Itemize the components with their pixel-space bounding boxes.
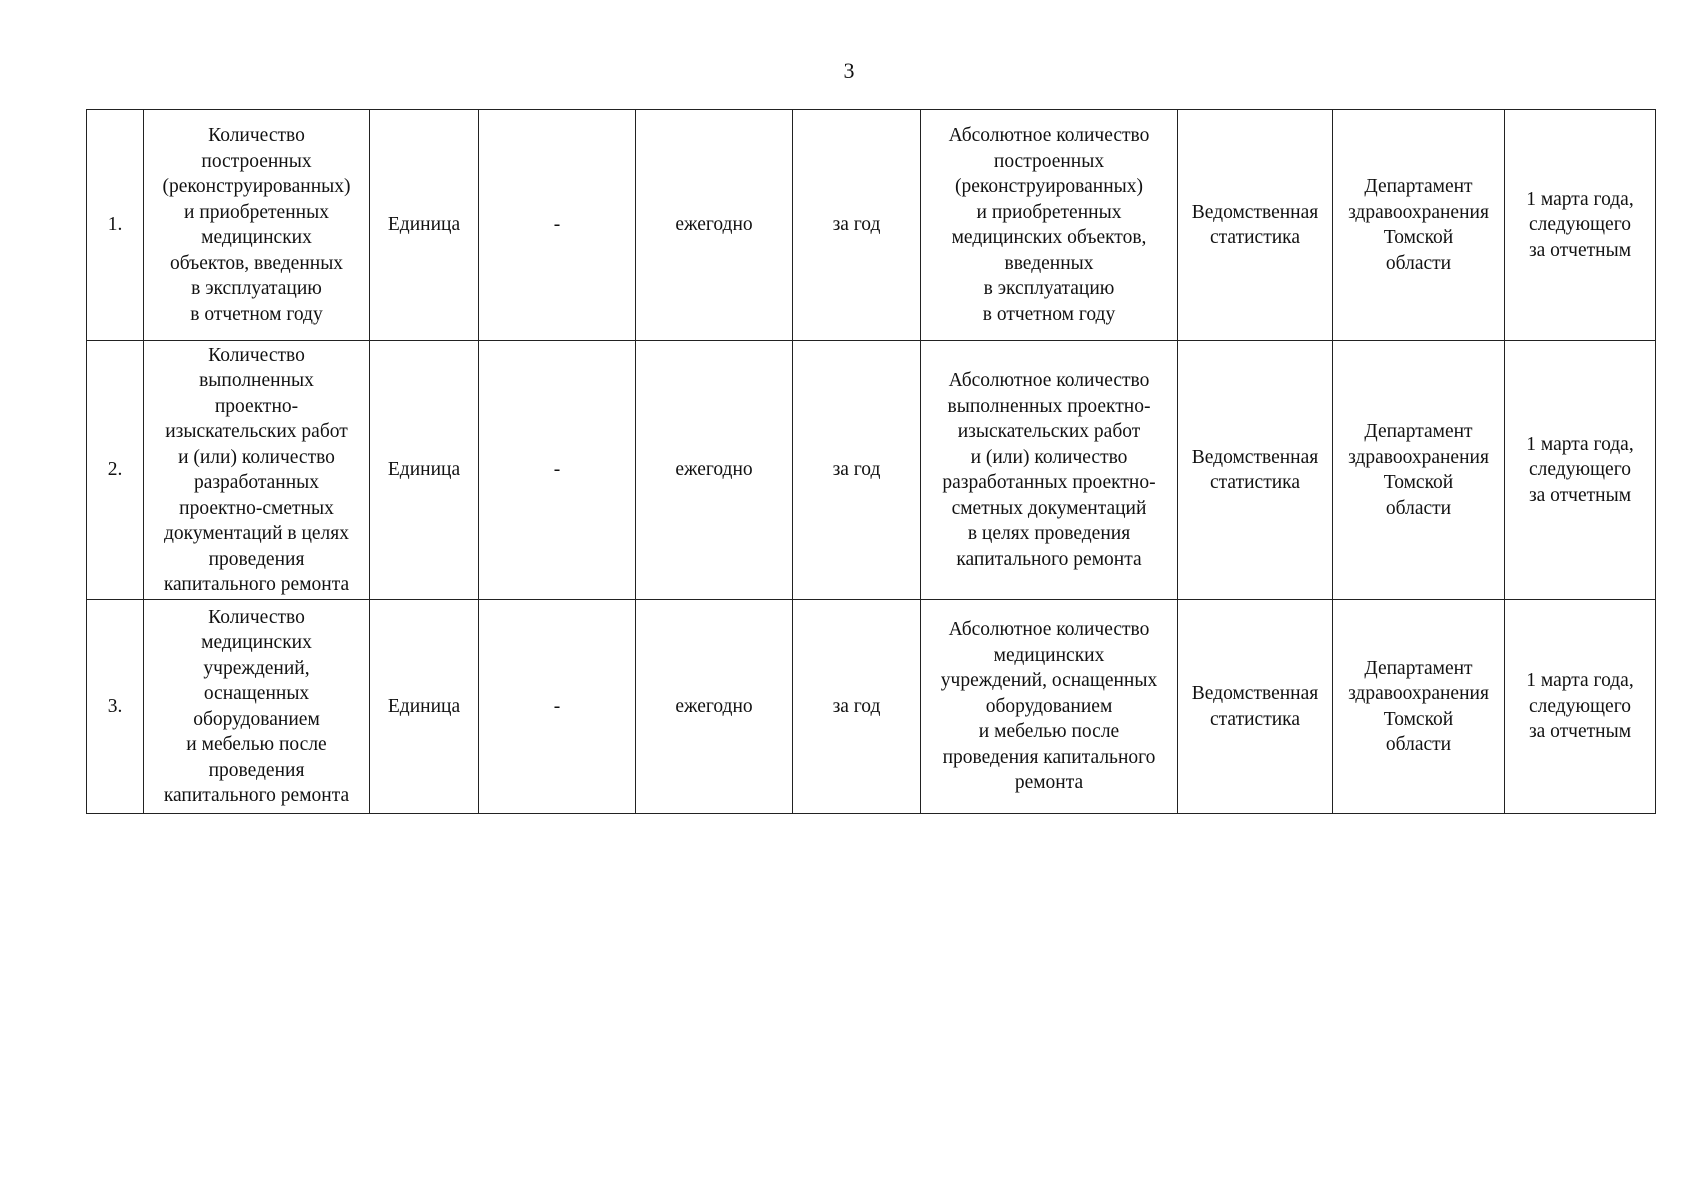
indicators-table bbox=[86, 109, 1656, 814]
deadline-cell: 1 марта года, следующего за отчетным bbox=[1505, 341, 1656, 600]
source-cell: Ведомственная статистика bbox=[1178, 600, 1333, 814]
indicator-name: Количество медицинских учреждений, оснащенных оборудованием и мебелью после проведения капитального ремонта bbox=[144, 600, 370, 814]
responsible-cell: Департамент здравоохранения Томской области bbox=[1333, 341, 1505, 600]
dash-cell: - bbox=[479, 341, 636, 600]
deadline-cell: 1 марта года, следующего за отчетным bbox=[1505, 110, 1656, 341]
row-number: 3. bbox=[87, 600, 144, 814]
periodicity-cell: ежегодно bbox=[636, 341, 793, 600]
periodicity-cell: ежегодно bbox=[636, 600, 793, 814]
method-cell: Абсолютное количество построенных (реконструированных) и приобретенных медицинских объектов, введенных в эксплуатацию в отчетном году bbox=[921, 110, 1178, 341]
period-cell: за год bbox=[793, 341, 921, 600]
periodicity-cell: ежегодно bbox=[636, 110, 793, 341]
source-cell: Ведомственная статистика bbox=[1178, 110, 1333, 341]
indicator-name: Количество выполненных проектно- изыскательских работ и (или) количество разработанных проектно-сметных документаций в целях проведения капитального ремонта bbox=[144, 341, 370, 600]
unit-cell: Единица bbox=[370, 600, 479, 814]
table-row bbox=[87, 110, 1656, 341]
responsible-cell: Департамент здравоохранения Томской области bbox=[1333, 600, 1505, 814]
indicator-name: Количество построенных (реконструированных) и приобретенных медицинских объектов, введенных в эксплуатацию в отчетном году bbox=[144, 110, 370, 341]
dash-cell: - bbox=[479, 110, 636, 341]
method-cell: Абсолютное количество медицинских учреждений, оснащенных оборудованием и мебелью после проведения капитального ремонта bbox=[921, 600, 1178, 814]
period-cell: за год bbox=[793, 110, 921, 341]
row-number: 1. bbox=[87, 110, 144, 341]
page-number: 3 bbox=[843, 58, 855, 83]
unit-cell: Единица bbox=[370, 341, 479, 600]
deadline-cell: 1 марта года, следующего за отчетным bbox=[1505, 600, 1656, 814]
dash-cell: - bbox=[479, 600, 636, 814]
table-row bbox=[87, 600, 1656, 814]
unit-cell: Единица bbox=[370, 110, 479, 341]
period-cell: за год bbox=[793, 600, 921, 814]
source-cell: Ведомственная статистика bbox=[1178, 341, 1333, 600]
row-number: 2. bbox=[87, 341, 144, 600]
method-cell: Абсолютное количество выполненных проектно- изыскательских работ и (или) количество разработанных проектно- сметных документаций в целях проведения капитального ремонта bbox=[921, 341, 1178, 600]
table-row bbox=[87, 341, 1656, 600]
responsible-cell: Департамент здравоохранения Томской области bbox=[1333, 110, 1505, 341]
